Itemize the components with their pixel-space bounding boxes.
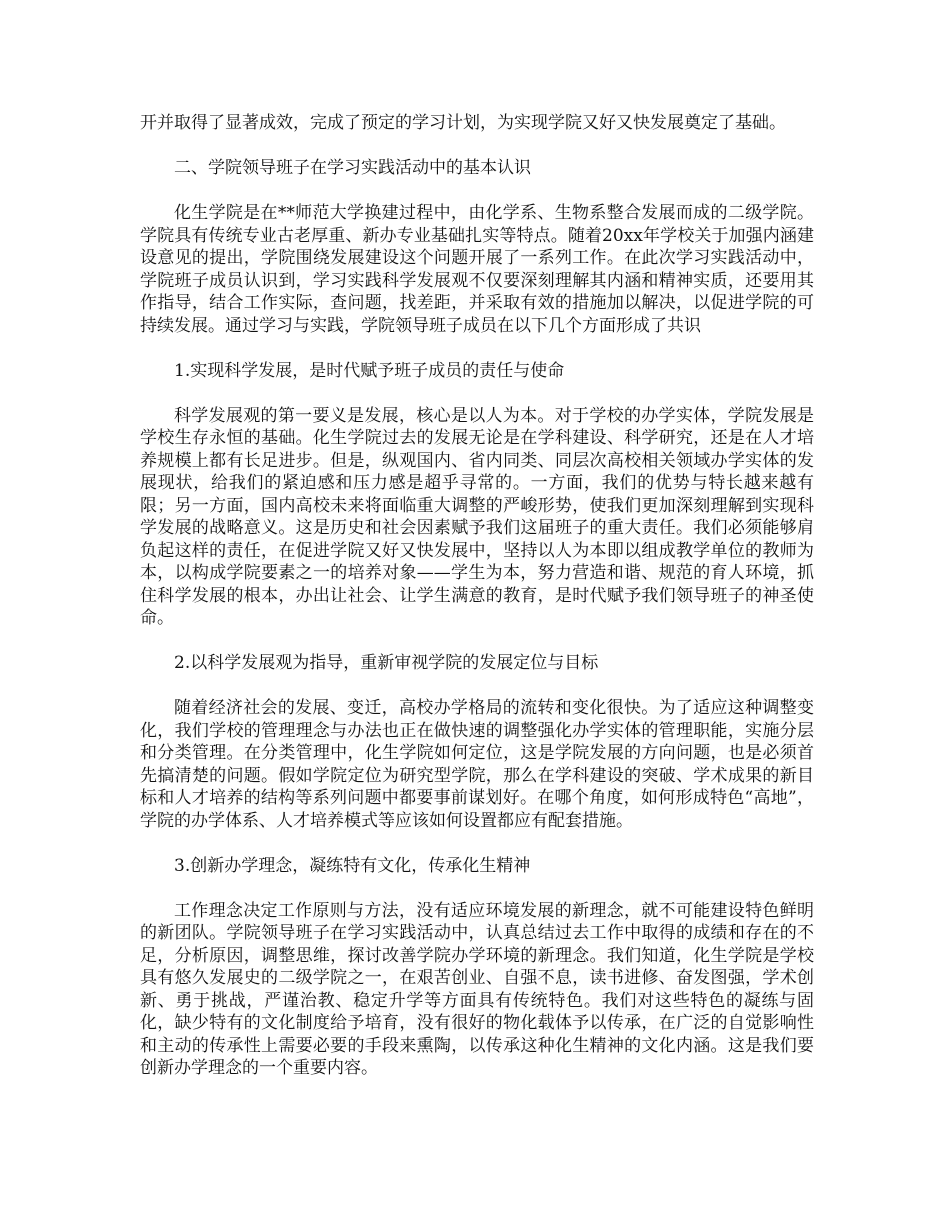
subheading-1: 1.实现科学发展，是时代赋予班子成员的责任与使命: [174, 360, 565, 381]
paragraph-positioning: 随着经济社会的发展、变迁，高校办学格局的流转和变化很快。为了适应这种调整变化，我们学校的管理理念与办法也正在做快速的调整强化办学实体的管理职能，实施分层和分类管理。在分类管理中，化生学院如何定位，这是学院发展的方向问题，也是必须首先搞清楚的问题。假如学院定位为研究型学院，那么在学科建设的突破、学术成果的新目标和人才培养的结构等系列问题中都要事前谋划好。在哪个角度，如何形成特色“高地”，学院的办学体系、人才培养模式等应该如何设置都应有配套措施。: [140, 698, 814, 831]
paragraph-scientific-development: 科学发展观的第一要义是发展，核心是以人为本。对于学校的办学实体，学院发展是学校生存永恒的基础。化生学院过去的发展无论是在学科建设、科学研究，还是在人才培养规模上都有长足进步。但是，纵观国内、省内同类、同层次高校相关领域办学实体的发展现状，给我们的紧迫感和压力感是超乎寻常的。一方面，我们的优势与特长越来越有限；另一方面，国内高校未来将面临重大调整的严峻形势，使我们更加深刻理解到实现科学发展的战略意义。这是历史和社会因素赋予我们这届班子的重大责任。我们必须能够肩负起这样的责任，在促进学院又好又快发展中，坚持以人为本即以组成教学单位的教师为本，以构成学院要素之一的培养对象——学生为本，努力营造和谐、规范的育人环境，抓住科学发展的根本，办出让社会、让学生满意的教育，是时代赋予我们领导班子的神圣使命。: [140, 405, 814, 628]
subheading-3: 3.创新办学理念，凝练特有文化，传承化生精神: [174, 855, 531, 876]
paragraph-continuation: 开并取得了显著成效，完成了预定的学习计划，为实现学院又好又快发展奠定了基础。: [140, 113, 786, 133]
subheading-2: 2.以科学发展观为指导，重新审视学院的发展定位与目标: [174, 653, 599, 673]
document-body: [140, 112, 814, 1102]
paragraph-college-intro: 化生学院是在**师范大学换建过程中，由化学系、生物系整合发展而成的二级学院。学院具有传统专业古老厚重、新办专业基础扎实等特点。随着20xx年学校关于加强内涵建设意见的提出，学院围绕发展建设这个问题开展了一系列工作。在此次学习实践活动中，学院班子成员认识到，学习实践科学发展观不仅要深刻理解其内涵和精神实质，还要用其作指导，结合工作实际，查问题，找差距，并采取有效的措施加以解决，以促进学院的可持续发展。通过学习与实践，学院领导班子成员在以下几个方面形成了共识: [140, 203, 814, 336]
paragraph-innovation-culture: 工作理念决定工作原则与方法，没有适应环境发展的新理念，就不可能建设特色鲜明的新团队。学院领导班子在学习实践活动中，认真总结过去工作中取得的成绩和存在的不足，分析原因，调整思维，探讨改善学院办学环境的新理念。我们知道，化生学院是学校具有悠久发展史的二级学院之一，在艰苦创业、自强不息，读书进修、奋发图强，学术创新、勇于挑战，严谨治教、稳定升学等方面具有传统特色。我们对这些特色的凝练与固化，缺少特有的文化制度给予培育，没有很好的物化载体予以传承，在广泛的自觉影响性和主动的传承性上需要必要的手段来熏陶，以传承这种化生精神的文化内涵。这是我们要创新办学理念的一个重要内容。: [140, 900, 814, 1078]
section-heading-2: 二、学院领导班子在学习实践活动中的基本认识: [174, 158, 531, 178]
